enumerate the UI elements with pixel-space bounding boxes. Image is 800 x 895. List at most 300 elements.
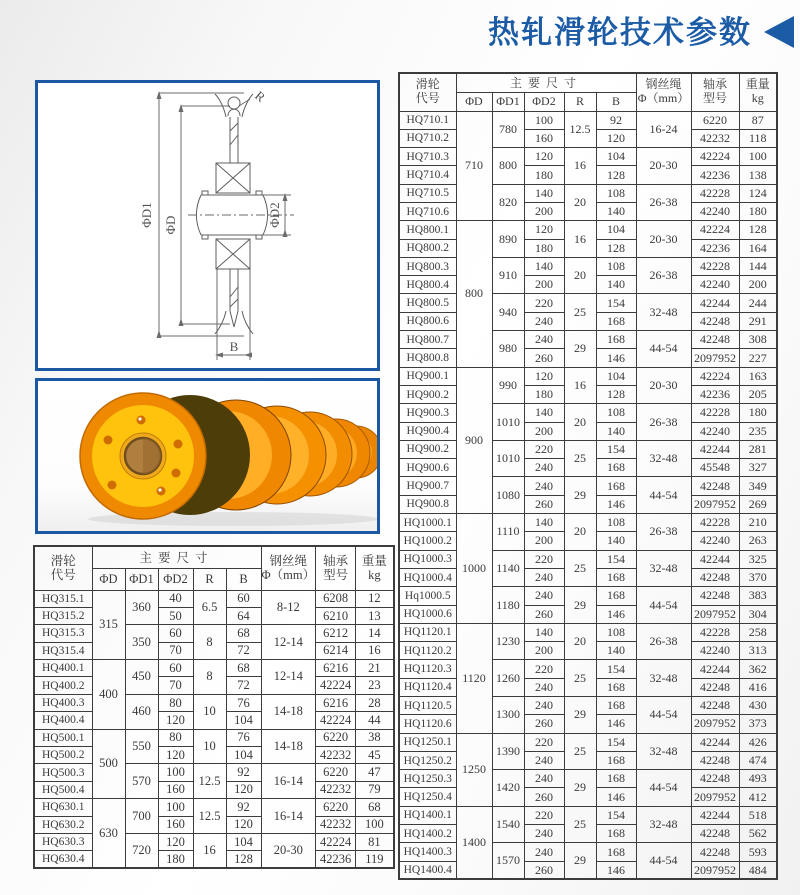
- table-row: [399, 660, 777, 678]
- cell-d2: 240: [524, 751, 564, 769]
- cell-code: HQ900.8: [399, 495, 456, 513]
- cell-b: 140: [596, 642, 636, 660]
- cell-bearing: 42236: [691, 166, 739, 184]
- cell-code: HQ400.4: [34, 712, 92, 729]
- cell-bearing: 42228: [691, 257, 739, 275]
- cell-code: HQ900.6: [399, 459, 456, 477]
- cell-r: 10: [193, 694, 226, 729]
- cell-bearing: 42248: [691, 587, 739, 605]
- cell-r: 25: [564, 440, 596, 477]
- cell-rope: 8-12: [261, 590, 316, 625]
- cell-weight: 38: [356, 729, 394, 746]
- col-header-main-size: 主要尺寸: [456, 73, 636, 92]
- cell-weight: 484: [739, 861, 777, 879]
- pulley-photo-panel: [35, 378, 380, 534]
- cell-code: HQ800.2: [399, 239, 456, 257]
- cell-r: 12.5: [564, 111, 596, 148]
- cell-bearing: 42236: [691, 385, 739, 403]
- cell-bearing: 42248: [691, 477, 739, 495]
- cell-d1: 1390: [492, 733, 524, 770]
- cell-weight: 416: [739, 678, 777, 696]
- cell-r: 16: [193, 833, 226, 868]
- cell-b: 140: [596, 202, 636, 220]
- pulley-wheels: [80, 393, 377, 519]
- cell-weight: 308: [739, 331, 777, 349]
- cell-weight: 68: [356, 799, 394, 816]
- cell-d1: 450: [125, 660, 158, 695]
- cell-b: 168: [596, 312, 636, 330]
- cell-weight: 200: [739, 276, 777, 294]
- cell-b: 154: [596, 660, 636, 678]
- cell-b: 64: [226, 607, 261, 624]
- table-row: [34, 625, 394, 642]
- cell-code: HQ1120.3: [399, 660, 456, 678]
- cell-b: 104: [226, 747, 261, 764]
- cell-b: 154: [596, 440, 636, 458]
- cell-bearing: 42232: [316, 816, 356, 833]
- cell-weight: 87: [739, 111, 777, 129]
- cell-d: 1000: [456, 514, 492, 624]
- table-row: [399, 843, 777, 861]
- cell-d2: 70: [158, 677, 193, 694]
- cell-b: 146: [596, 861, 636, 879]
- cell-d2: 260: [524, 861, 564, 879]
- table-row: [399, 623, 777, 641]
- cell-code: HQ1250.4: [399, 788, 456, 806]
- cell-d1: 910: [492, 257, 524, 294]
- cell-d2: 260: [524, 495, 564, 513]
- cell-rope: 26-38: [636, 184, 691, 221]
- cell-weight: 518: [739, 806, 777, 824]
- cell-r: 8: [193, 625, 226, 660]
- cell-d2: 120: [158, 833, 193, 850]
- cell-d2: 60: [158, 625, 193, 642]
- cell-b: 104: [596, 367, 636, 385]
- cell-r: 16: [564, 367, 596, 404]
- cell-weight: 430: [739, 697, 777, 715]
- cell-weight: 28: [356, 694, 394, 711]
- cell-weight: 44: [356, 712, 394, 729]
- cell-d2: 160: [158, 781, 193, 798]
- cell-weight: 124: [739, 184, 777, 202]
- col-header-main-size: 主要尺寸: [92, 546, 261, 568]
- cell-d2: 140: [524, 257, 564, 275]
- cell-bearing: 42244: [691, 733, 739, 751]
- cell-rope: 44-54: [636, 331, 691, 368]
- cell-rope: 20-30: [636, 221, 691, 258]
- cell-bearing: 42236: [316, 851, 356, 868]
- cell-d2: 140: [524, 514, 564, 532]
- cell-bearing: 42244: [691, 660, 739, 678]
- cell-bearing: 6210: [316, 607, 356, 624]
- cell-d1: 980: [492, 331, 524, 368]
- cell-b: 168: [596, 587, 636, 605]
- cell-weight: 493: [739, 770, 777, 788]
- table-row: [399, 550, 777, 568]
- cell-b: 120: [226, 781, 261, 798]
- cell-b: 140: [596, 276, 636, 294]
- cell-b: 68: [226, 625, 261, 642]
- cell-d1: 800: [492, 148, 524, 185]
- cell-code: HQ1000.1: [399, 514, 456, 532]
- cell-d2: 240: [524, 568, 564, 586]
- col-header-bearing: 轴承 型号: [691, 73, 739, 111]
- cell-d2: 140: [524, 404, 564, 422]
- col-header-sub-0: ΦD: [456, 92, 492, 111]
- cell-weight: 205: [739, 385, 777, 403]
- cell-weight: 291: [739, 312, 777, 330]
- cell-d: 1250: [456, 733, 492, 806]
- cell-bearing: 6216: [316, 694, 356, 711]
- cell-bearing: 6220: [316, 764, 356, 781]
- cell-d1: 1300: [492, 697, 524, 734]
- cell-d2: 140: [524, 184, 564, 202]
- table-row: [399, 770, 777, 788]
- cell-bearing: 42244: [691, 806, 739, 824]
- cell-code: HQ710.1: [399, 111, 456, 129]
- cell-weight: 383: [739, 587, 777, 605]
- cell-d2: 180: [524, 239, 564, 257]
- cell-bearing: 42240: [691, 642, 739, 660]
- cell-rope: 44-54: [636, 477, 691, 514]
- cell-d1: 940: [492, 294, 524, 331]
- cell-bearing: 6214: [316, 642, 356, 659]
- cell-b: 140: [596, 422, 636, 440]
- cell-bearing: 42224: [316, 833, 356, 850]
- cell-bearing: 42228: [691, 514, 739, 532]
- pulley-photo: [38, 381, 377, 531]
- cell-bearing: 42240: [691, 422, 739, 440]
- cell-r: 29: [564, 587, 596, 624]
- cell-d1: 890: [492, 221, 524, 258]
- cell-rope: 32-48: [636, 440, 691, 477]
- col-header-bearing: 轴承 型号: [316, 546, 356, 590]
- cell-d2: 200: [524, 202, 564, 220]
- cell-b: 92: [596, 111, 636, 129]
- cell-r: 20: [564, 184, 596, 221]
- cell-d2: 160: [524, 129, 564, 147]
- cell-bearing: 6220: [691, 111, 739, 129]
- cell-b: 154: [596, 733, 636, 751]
- cell-b: 146: [596, 715, 636, 733]
- col-header-weight: 重量 kg: [356, 546, 394, 590]
- cell-b: 168: [596, 843, 636, 861]
- cell-rope: 14-18: [261, 694, 316, 729]
- cell-bearing: 42248: [691, 697, 739, 715]
- col-header-rope: 钢丝绳 Φ（mm）: [261, 546, 316, 590]
- cell-rope: 14-18: [261, 729, 316, 764]
- cell-code: HQ630.1: [34, 799, 92, 816]
- cell-d1: 820: [492, 184, 524, 221]
- cell-d2: 240: [524, 477, 564, 495]
- cell-b: 108: [596, 184, 636, 202]
- cell-weight: 118: [739, 129, 777, 147]
- cell-b: 92: [226, 764, 261, 781]
- table-row: [399, 587, 777, 605]
- cell-d2: 180: [524, 166, 564, 184]
- cell-d: 710: [456, 111, 492, 221]
- cell-bearing: 42232: [691, 129, 739, 147]
- cell-b: 168: [596, 459, 636, 477]
- cell-r: 10: [193, 729, 226, 764]
- cell-b: 60: [226, 590, 261, 607]
- cell-code: HQ630.4: [34, 851, 92, 868]
- cell-d2: 100: [524, 111, 564, 129]
- cell-bearing: 42248: [691, 825, 739, 843]
- cell-d2: 120: [524, 221, 564, 239]
- cell-code: HQ710.3: [399, 148, 456, 166]
- cell-code: HQ800.3: [399, 257, 456, 275]
- cell-weight: 119: [356, 851, 394, 868]
- cell-r: 25: [564, 550, 596, 587]
- table-row: [399, 294, 777, 312]
- page-header: [0, 16, 794, 48]
- spec-table-right: [398, 72, 778, 880]
- cell-weight: 426: [739, 733, 777, 751]
- cell-b: 76: [226, 694, 261, 711]
- cell-bearing: 42248: [691, 751, 739, 769]
- table-row: [399, 404, 777, 422]
- cell-code: HQ1400.2: [399, 825, 456, 843]
- cell-b: 168: [596, 331, 636, 349]
- cell-b: 72: [226, 677, 261, 694]
- cell-b: 120: [596, 129, 636, 147]
- cell-d2: 140: [524, 623, 564, 641]
- cell-weight: 100: [356, 816, 394, 833]
- cell-r: 29: [564, 477, 596, 514]
- cell-weight: 227: [739, 349, 777, 367]
- cell-rope: 32-48: [636, 294, 691, 331]
- cell-bearing: 2097952: [691, 788, 739, 806]
- cell-b: 168: [596, 678, 636, 696]
- cell-d2: 100: [158, 799, 193, 816]
- cell-code: HQ710.5: [399, 184, 456, 202]
- cell-d: 800: [456, 221, 492, 367]
- cell-code: HQ900.2: [399, 385, 456, 403]
- cell-weight: 45: [356, 747, 394, 764]
- cell-weight: 263: [739, 532, 777, 550]
- col-header-sub-2: ΦD2: [158, 568, 193, 590]
- cell-code: HQ315.3: [34, 625, 92, 642]
- cell-code: HQ800.5: [399, 294, 456, 312]
- cell-r: 20: [564, 257, 596, 294]
- cell-d2: 240: [524, 770, 564, 788]
- table-row: [399, 221, 777, 239]
- cell-bearing: 42240: [691, 202, 739, 220]
- table-row: [399, 733, 777, 751]
- label-r: R: [252, 87, 269, 105]
- cell-weight: 164: [739, 239, 777, 257]
- cell-code: HQ1400.3: [399, 843, 456, 861]
- cell-weight: 349: [739, 477, 777, 495]
- cell-code: HQ900.7: [399, 477, 456, 495]
- cell-rope: 44-54: [636, 770, 691, 807]
- cell-bearing: 42228: [691, 184, 739, 202]
- cell-rope: 26-38: [636, 404, 691, 441]
- spec-table-left: [33, 545, 395, 869]
- cell-weight: 210: [739, 514, 777, 532]
- cell-code: HQ1250.2: [399, 751, 456, 769]
- cell-code: HQ400.1: [34, 660, 92, 677]
- cell-bearing: 42224: [316, 712, 356, 729]
- cell-rope: 16-24: [636, 111, 691, 148]
- label-d1: ΦD1: [139, 202, 154, 228]
- cell-r: 20: [564, 623, 596, 660]
- cell-b: 104: [596, 221, 636, 239]
- cell-code: HQ1250.1: [399, 733, 456, 751]
- cell-d2: 260: [524, 349, 564, 367]
- col-header-sub-1: ΦD1: [492, 92, 524, 111]
- cell-bearing: 45548: [691, 459, 739, 477]
- cell-bearing: 2097952: [691, 349, 739, 367]
- cell-b: 72: [226, 642, 261, 659]
- cell-r: 12.5: [193, 799, 226, 834]
- cell-bearing: 42224: [691, 148, 739, 166]
- cell-rope: 32-48: [636, 806, 691, 843]
- cell-d2: 200: [524, 532, 564, 550]
- cell-weight: 412: [739, 788, 777, 806]
- cell-code: HQ1000.2: [399, 532, 456, 550]
- cell-weight: 12: [356, 590, 394, 607]
- cell-b: 168: [596, 751, 636, 769]
- cell-r: 25: [564, 733, 596, 770]
- table-row: [399, 697, 777, 715]
- cell-weight: 304: [739, 605, 777, 623]
- cell-weight: 138: [739, 166, 777, 184]
- cell-b: 146: [596, 349, 636, 367]
- cell-code: HQ800.7: [399, 331, 456, 349]
- cell-bearing: 2097952: [691, 715, 739, 733]
- cell-b: 140: [596, 532, 636, 550]
- table-row: [34, 799, 394, 816]
- cell-rope: 26-38: [636, 623, 691, 660]
- cell-weight: 325: [739, 550, 777, 568]
- col-header-sub-1: ΦD1: [125, 568, 158, 590]
- cell-d2: 100: [158, 764, 193, 781]
- cell-weight: 244: [739, 294, 777, 312]
- cell-b: 128: [596, 385, 636, 403]
- cell-bearing: 2097952: [691, 605, 739, 623]
- cell-rope: 16-14: [261, 799, 316, 834]
- cell-bearing: 42248: [691, 312, 739, 330]
- cell-d1: 1420: [492, 770, 524, 807]
- cell-bearing: 42232: [316, 781, 356, 798]
- cell-d2: 120: [524, 367, 564, 385]
- cell-d2: 240: [524, 312, 564, 330]
- cell-weight: 362: [739, 660, 777, 678]
- cell-d2: 220: [524, 550, 564, 568]
- cell-b: 146: [596, 788, 636, 806]
- col-header-sub-3: R: [564, 92, 596, 111]
- cell-r: 25: [564, 294, 596, 331]
- cell-r: 16: [564, 221, 596, 258]
- cell-d1: 350: [125, 625, 158, 660]
- cell-code: HQ1400.4: [399, 861, 456, 879]
- cell-code: HQ315.2: [34, 607, 92, 624]
- cell-bearing: 42224: [316, 677, 356, 694]
- cell-weight: 21: [356, 660, 394, 677]
- cell-code: HQ900.1: [399, 367, 456, 385]
- cell-b: 154: [596, 550, 636, 568]
- cell-d2: 200: [524, 276, 564, 294]
- cell-bearing: 42236: [691, 239, 739, 257]
- cell-bearing: 42224: [691, 367, 739, 385]
- cell-weight: 562: [739, 825, 777, 843]
- cell-weight: 23: [356, 677, 394, 694]
- cell-bearing: 42244: [691, 550, 739, 568]
- cell-r: 25: [564, 806, 596, 843]
- cell-weight: 100: [739, 148, 777, 166]
- cell-d: 315: [92, 590, 125, 660]
- cell-code: HQ1000.4: [399, 568, 456, 586]
- table-row: [34, 833, 394, 850]
- cell-weight: 47: [356, 764, 394, 781]
- cell-code: HQ800.6: [399, 312, 456, 330]
- cell-bearing: 42228: [691, 404, 739, 422]
- cell-d2: 70: [158, 642, 193, 659]
- cell-rope: 26-38: [636, 514, 691, 551]
- col-header-sub-3: R: [193, 568, 226, 590]
- cell-code: HQ500.1: [34, 729, 92, 746]
- label-b: B: [229, 339, 239, 354]
- cell-bearing: 42244: [691, 294, 739, 312]
- cell-weight: 144: [739, 257, 777, 275]
- cell-weight: 373: [739, 715, 777, 733]
- pulley-section-diagram: [35, 80, 380, 371]
- cell-weight: 313: [739, 642, 777, 660]
- cell-b: 128: [596, 166, 636, 184]
- cell-r: 12.5: [193, 764, 226, 799]
- cell-d1: 720: [125, 833, 158, 868]
- cell-rope: 32-48: [636, 660, 691, 697]
- cell-code: HQ710.2: [399, 129, 456, 147]
- cell-b: 168: [596, 825, 636, 843]
- col-header-sub-0: ΦD: [92, 568, 125, 590]
- pulley-outline: [197, 94, 268, 334]
- cell-b: 104: [596, 148, 636, 166]
- cell-d1: 1080: [492, 477, 524, 514]
- cell-bearing: 42240: [691, 276, 739, 294]
- cell-weight: 16: [356, 642, 394, 659]
- cell-code: HQ630.2: [34, 816, 92, 833]
- cell-r: 16: [564, 148, 596, 185]
- cell-weight: 14: [356, 625, 394, 642]
- cell-r: 20: [564, 514, 596, 551]
- table-row: [34, 590, 394, 607]
- cell-d2: 240: [524, 459, 564, 477]
- cell-bearing: 42224: [691, 221, 739, 239]
- cell-b: 108: [596, 257, 636, 275]
- cell-bearing: 42248: [691, 331, 739, 349]
- table-row: [34, 729, 394, 746]
- cell-d2: 80: [158, 694, 193, 711]
- cell-b: 104: [226, 833, 261, 850]
- table-row: [34, 694, 394, 711]
- col-header-code: 滑轮 代号: [34, 546, 92, 590]
- cell-d2: 220: [524, 294, 564, 312]
- cell-code: HQ315.1: [34, 590, 92, 607]
- cell-code: HQ900.3: [399, 404, 456, 422]
- cell-code: Hq1000.5: [399, 587, 456, 605]
- cell-weight: 128: [739, 221, 777, 239]
- table-row: [399, 257, 777, 275]
- page-title: 热轧滑轮技术参数: [488, 14, 752, 50]
- col-header-sub-4: B: [596, 92, 636, 111]
- cell-d: 1400: [456, 806, 492, 879]
- cell-d2: 220: [524, 733, 564, 751]
- cell-d: 1120: [456, 623, 492, 733]
- table-row: [399, 367, 777, 385]
